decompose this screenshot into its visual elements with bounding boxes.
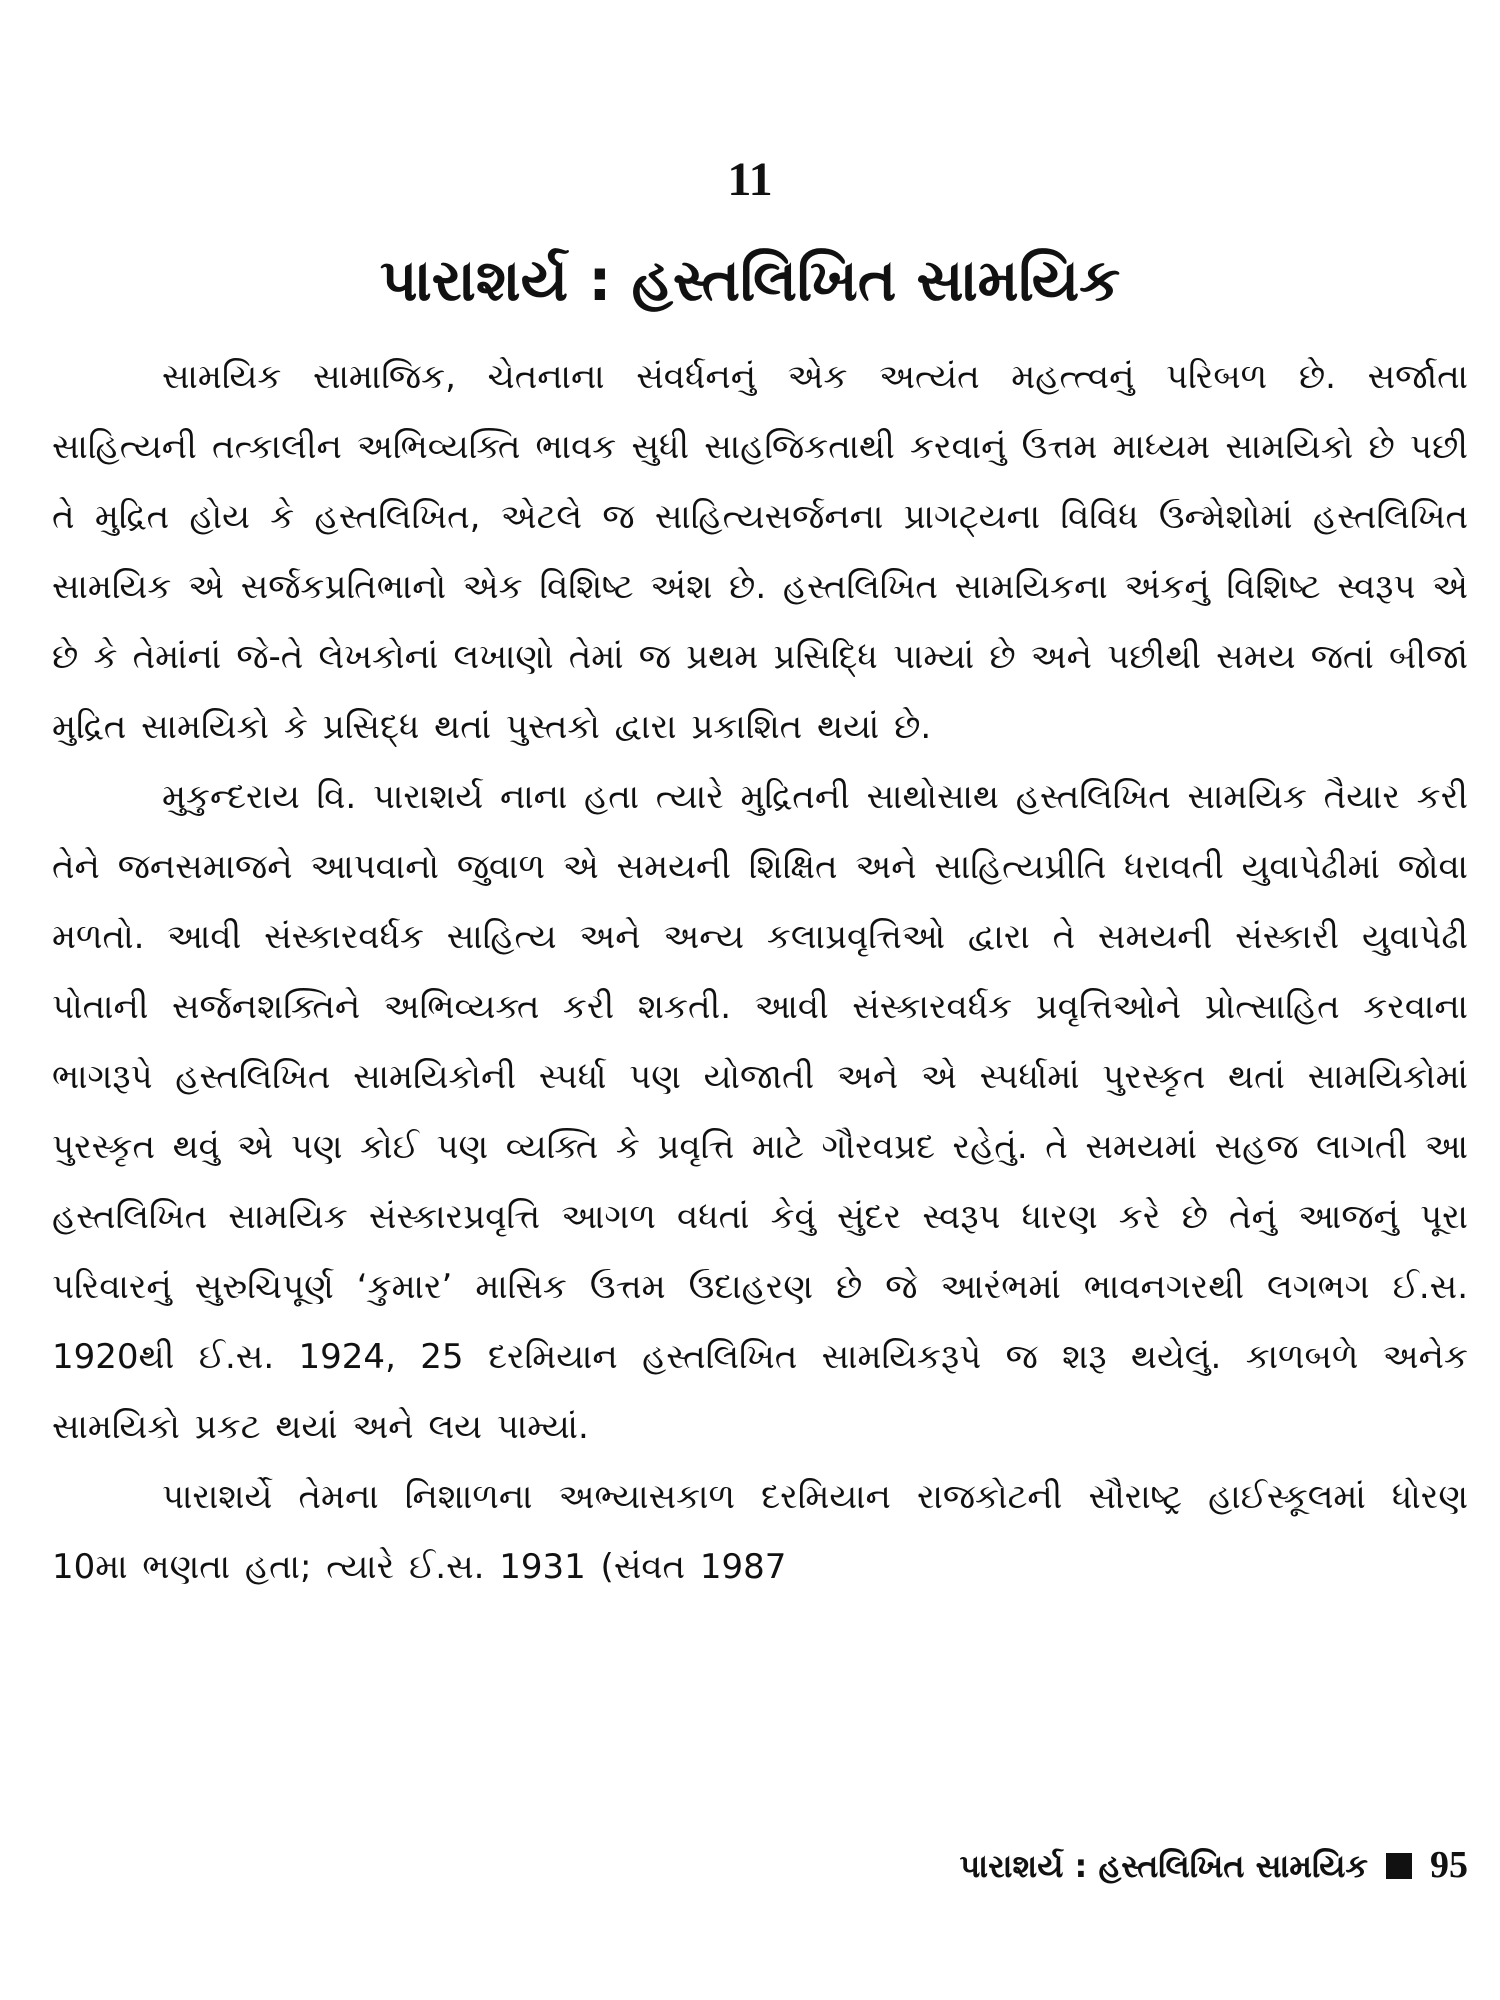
page-footer: [52, 1840, 1468, 1891]
chapter-number: 11: [727, 153, 773, 206]
paragraph-1: સામયિક સામાજિક, ચેતનાના સંવર્ધનનું એક અત્યંત મહત્ત્વનું પરિબળ છે. સર્જાતા સાહિત્યની તત્કાલીન અભિવ્યક્તિ ભાવક સુધી સાહજિકતાથી કરવાનું ઉત્તમ માધ્યમ સામયિકો છે પછી તે મુદ્રિત હોય કે હસ્તલિખિત, એટલે જ સાહિત્યસર્જનના પ્રાગટ્યના વિવિધ ઉન્મેશોમાં હસ્તલિખિત સામયિક એ સર્જકપ્રતિભાનો એક વિશિષ્ટ અંશ છે. હસ્તલિખિત સામયિકના અંકનું વિશિષ્ટ સ્વરૂપ એ છે કે તેમાંનાં જે-તે લેખકોનાં લખાણો તેમાં જ પ્રથમ પ્રસિદ્ધિ પામ્યાં છે અને પછીથી સમય જતાં બીજાં મુદ્રિત સામયિકો કે પ્રસિદ્ધ થતાં પુસ્તકો દ્વારા પ્રકાશિત થયાં છે.: [52, 357, 1468, 747]
body-text: [52, 342, 1468, 1602]
paragraph-2: મુકુન્દરાય વિ. પારાશર્ય નાના હતા ત્યારે મુદ્રિતની સાથોસાથ હસ્તલિખિત સામયિક તૈયાર કરી તેને જનસમાજને આપવાનો જુવાળ એ સમયની શિક્ષિત અને સાહિત્યપ્રીતિ ધરાવતી યુવાપેઢીમાં જોવા મળતો. આવી સંસ્કારવર્ધક સાહિત્ય અને અન્ય કલાપ્રવૃત્તિઓ દ્વારા તે સમયની સંસ્કારી યુવાપેઢી પોતાની સર્જનશક્તિને અભિવ્યક્ત કરી શકતી. આવી સંસ્કારવર્ધક પ્રવૃત્તિઓને પ્રોત્સાહિત કરવાના ભાગરૂપે હસ્તલિખિત સામયિકોની સ્પર્ધા પણ યોજાતી અને એ સ્પર્ધામાં પુરસ્કૃત થતાં સામયિકોમાં પુરસ્કૃત થવું એ પણ કોઈ પણ વ્યક્તિ કે પ્રવૃત્તિ માટે ગૌરવપ્રદ રહેતું. તે સમયમાં સહજ લાગતી આ હસ્તલિખિત સામયિક સંસ્કારપ્રવૃત્તિ આગળ વધતાં કેવું સુંદર સ્વરૂપ ધારણ કરે છે તેનું આજનું પૂરા પરિવારનું સુરુચિપૂર્ણ ‘કુમાર’ માસિક ઉત્તમ ઉદાહરણ છે જે આરંભમાં ભાવનગરથી લગભગ ઈ.સ. 1920થી ઈ.સ. 1924, 25 દરમિયાન હસ્તલિખિત સામયિકરૂપે જ શરૂ થયેલું. કાળબળે અનેક સામયિકો પ્રકટ થયાં અને લય પામ્યાં.: [52, 777, 1468, 1447]
running-title: પારાશર્ય : હસ્તલિખિત સામયિક: [959, 1847, 1368, 1885]
chapter-title: પારાશર્ય : હસ્તલિખિત સામયિક: [379, 246, 1121, 314]
paragraph-3: પારાશર્યે તેમના નિશાળના અભ્યાસકાળ દરમિયાન રાજકોટની સૌરાષ્ટ્ર હાઈસ્કૂલમાં ધોરણ 10મા ભણતા હતા; ત્યારે ઈ.સ. 1931 (સંવત 1987: [52, 1477, 1468, 1587]
square-bullet-icon: [1386, 1853, 1412, 1879]
page-number: 95: [1430, 1844, 1468, 1886]
